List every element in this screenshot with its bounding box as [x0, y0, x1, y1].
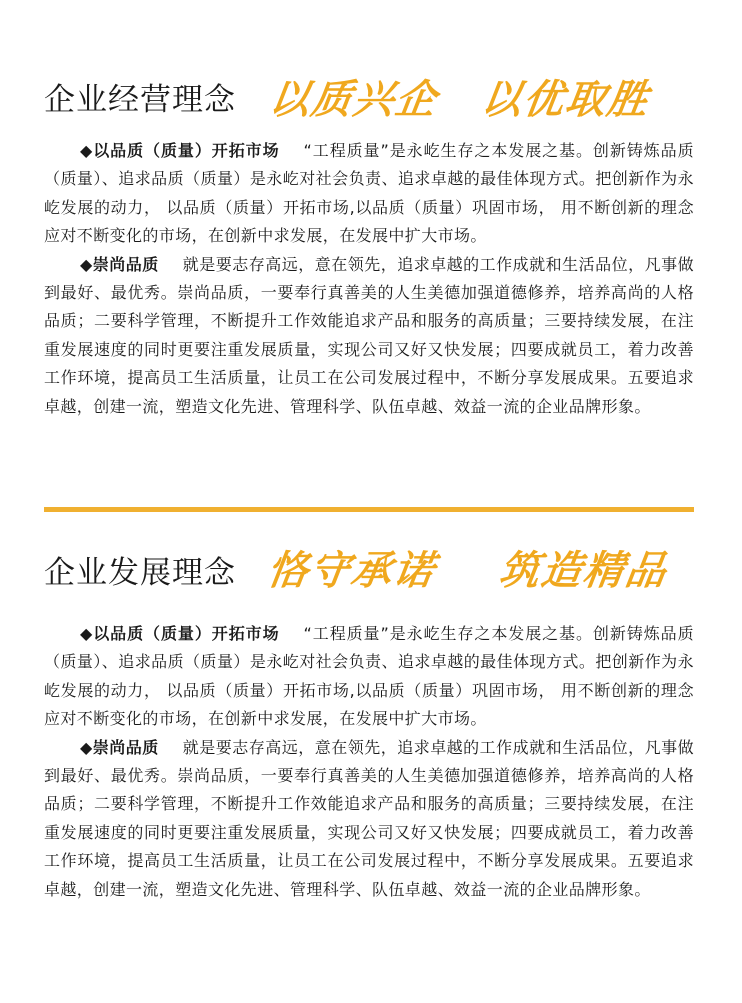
paragraph-lead: ◆崇尚品质	[80, 254, 159, 274]
paragraph-text: “工程质量”是永屹生存之本发展之基。创新铸炼品质（质量）、追求品质（质量）是永屹对社会负责、追求卓越的最佳体现方式。把创新作为永屹发展的动力， 以品质（质量）开拓市场,以品质（质量）巩固市场， 用不断创新的理念应对不断变化的市场，在创新中求发展，在发展中扩大市场。	[44, 141, 695, 246]
section-header	[0, 62, 742, 126]
section-body	[44, 137, 694, 421]
paragraph-lead: ◆以品质（质量）开拓市场	[80, 624, 280, 643]
development-philosophy-section	[0, 535, 742, 899]
paragraph-lead: ◆崇尚品质	[80, 737, 159, 757]
calligraphy-slogan-2: 以优取胜	[478, 76, 653, 123]
paragraph-text: “工程质量”是永屹生存之本发展之基。创新铸炼品质（质量）、追求品质（质量）是永屹对社会负责、追求卓越的最佳体现方式。把创新作为永屹发展的动力， 以品质（质量）开拓市场,以品质（质量）巩固市场， 用不断创新的理念应对不断变化的市场，在创新中求发展，在发展中扩大市场。	[44, 624, 695, 729]
paragraph-text: 就是要志存高远，意在领先，追求卓越的工作成就和生活品位，凡事做到最好、最优秀。崇尚品质，一要奉行真善美的人生美德加强道德修养，培养高尚的人格品质；二要科学管理，不断提升工作效能追求产品和服务的高质量；三要持续发展，在注重发展速度的同时更要注重发展质量，实现公司又好又快发展；四要成就员工，着力改善工作环境，提高员工生活质量，让员工在公司发展过程中，不断分享发展成果。五要追求卓越，创建一流，塑造文化先进、管理科学、队伍卓越、效益一流的企业品牌形象。	[44, 737, 694, 899]
calligraphy-slogan-1: 恪守承诺	[264, 547, 439, 594]
paragraph	[44, 734, 694, 904]
section-title: 企业经营理念	[44, 82, 236, 118]
calligraphy-slogan-2: 筑造精品	[496, 547, 671, 594]
section-title: 企业发展理念	[44, 555, 236, 591]
business-philosophy-section	[0, 62, 742, 416]
paragraph-text: 就是要志存高远，意在领先，追求卓越的工作成就和生活品位，凡事做到最好、最优秀。崇尚品质，一要奉行真善美的人生美德加强道德修养，培养高尚的人格品质；二要科学管理，不断提升工作效能追求产品和服务的高质量；三要持续发展，在注重发展速度的同时更要注重发展质量，实现公司又好又快发展；四要成就员工，着力改善工作环境，提高员工生活质量，让员工在公司发展过程中，不断分享发展成果。五要追求卓越，创建一流，塑造文化先进、管理科学、队伍卓越、效益一流的企业品牌形象。	[44, 254, 694, 416]
paragraph-lead: ◆以品质（质量）开拓市场	[80, 141, 280, 160]
paragraph	[44, 251, 694, 421]
section-body	[44, 620, 694, 904]
paragraph	[44, 620, 694, 734]
section-divider	[44, 507, 694, 512]
paragraph	[44, 137, 694, 251]
calligraphy-slogan-1: 以质兴企	[266, 76, 441, 123]
section-header	[0, 535, 742, 599]
